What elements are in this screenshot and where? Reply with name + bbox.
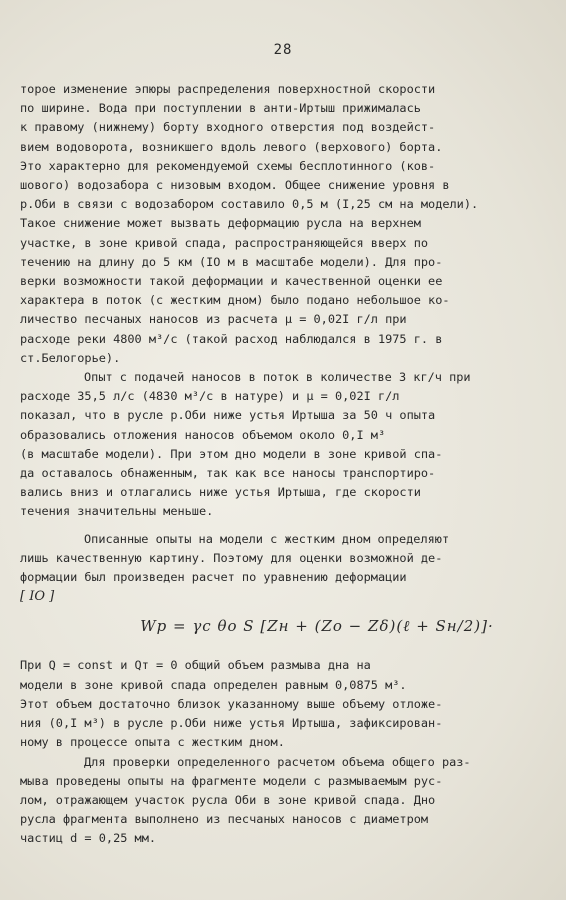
text-line: расходе 35,5 л/с (4830 м³/с в натуре) и μ = 0,02I г/л <box>20 389 400 404</box>
text-line: Такое снижение может вызвать деформацию русла на верхнем <box>20 216 421 231</box>
text-line: частиц d = 0,25 мм. <box>20 831 157 846</box>
text-line: При Q = const и Qт = 0 общий объем размыва дна на <box>20 658 371 673</box>
text-line: к правому (нижнему) борту входного отверстия под воздейст- <box>20 120 436 135</box>
text-line: лишь качественную картину. Поэтому для оценки возможной де- <box>20 550 443 565</box>
text-line: течения значительны меньше. <box>20 504 214 519</box>
body-text <box>20 80 554 849</box>
paragraph-1 <box>20 80 554 368</box>
text-line: вием водоворота, возникшего вдоль левого (верхового) борта. <box>20 139 443 154</box>
text-line: русла фрагмента выполнено из песчаных наносов с диаметром <box>20 812 429 827</box>
text-line: формации был произведен расчет по уравнению деформации <box>20 570 407 585</box>
text-line: р.Оби в связи с водозабором составило 0,5 м (I,25 см на модели). <box>20 197 479 212</box>
paragraph-5 <box>20 753 554 849</box>
text-line: Это характерно для рекомендуемой схемы бесплотинного (ков- <box>20 158 436 173</box>
text-line: верки возможности такой деформации и качественной оценки ее <box>20 274 443 289</box>
reference-citation: [ IO ] <box>20 589 55 605</box>
text-line: лом, отражающем участок русла Оби в зоне кривой спада. Дно <box>20 792 436 807</box>
paragraph-3 <box>20 530 554 607</box>
paragraph-4 <box>20 656 554 752</box>
text-line: мыва проведены опыты на фрагменте модели с размываемым рус- <box>20 773 443 788</box>
spacer <box>20 646 554 656</box>
text-line: торое изменение эпюры распределения поверхностной скорости <box>20 82 436 96</box>
text-line: (в масштабе модели). При этом дно модели в зоне кривой спа- <box>20 446 443 461</box>
text-line: характера в поток (с жестким дном) было подано небольшое ко- <box>20 293 450 308</box>
text-line: показал, что в русле р.Оби ниже устья Иртыша за 50 ч опыта <box>20 408 436 423</box>
text-line: расходе реки 4800 м³/с (такой расход наблюдался в 1975 г. в <box>20 331 443 346</box>
text-line: шового) водозабора с низовым входом. Общее снижение уровня в <box>20 178 450 193</box>
text-line: Опыт с подачей наносов в поток в количестве 3 кг/ч при <box>84 370 471 385</box>
text-line: личество песчаных наносов из расчета μ = 0,02I г/л при <box>20 312 407 327</box>
text-line: ния (0,I м³) в русле р.Оби ниже устья Иртыша, зафиксирован- <box>20 716 443 731</box>
text-line: Описанные опыты на модели с жестким дном определяют <box>84 531 450 546</box>
paragraph-2 <box>20 368 554 522</box>
text-line: участке, в зоне кривой спада, распространяющейся вверх по <box>20 235 429 250</box>
page-number: 28 <box>273 42 293 58</box>
text-line: образовались отложения наносов объемом около 0,I м³ <box>20 427 386 442</box>
text-line: модели в зоне кривой спада определен равным 0,0875 м³. <box>20 677 407 692</box>
text-line: Этот объем достаточно близок указанному выше объему отложе- <box>20 696 443 711</box>
spacer <box>20 522 554 530</box>
text-line: по ширине. Вода при поступлении в анти-Иртыш прижималась <box>20 101 421 116</box>
deformation-formula: Wp = γc θo S [Zн + (Zo − Zδ)(ℓ + Sн/2)]· <box>140 617 494 636</box>
text-line: вались вниз и отлагались ниже устья Иртыша, где скорости <box>20 485 421 500</box>
text-line: Для проверки определенного расчетом объема общего раз- <box>84 754 471 769</box>
text-line: течению на длину до 5 км (IO м в масштабе модели). Для про- <box>20 254 443 269</box>
text-line: ному в процессе опыта с жестким дном. <box>20 735 285 750</box>
text-line: ст.Белогорье). <box>20 350 121 365</box>
text-line: да оставалось обнаженным, так как все наносы транспортиро- <box>20 466 436 481</box>
